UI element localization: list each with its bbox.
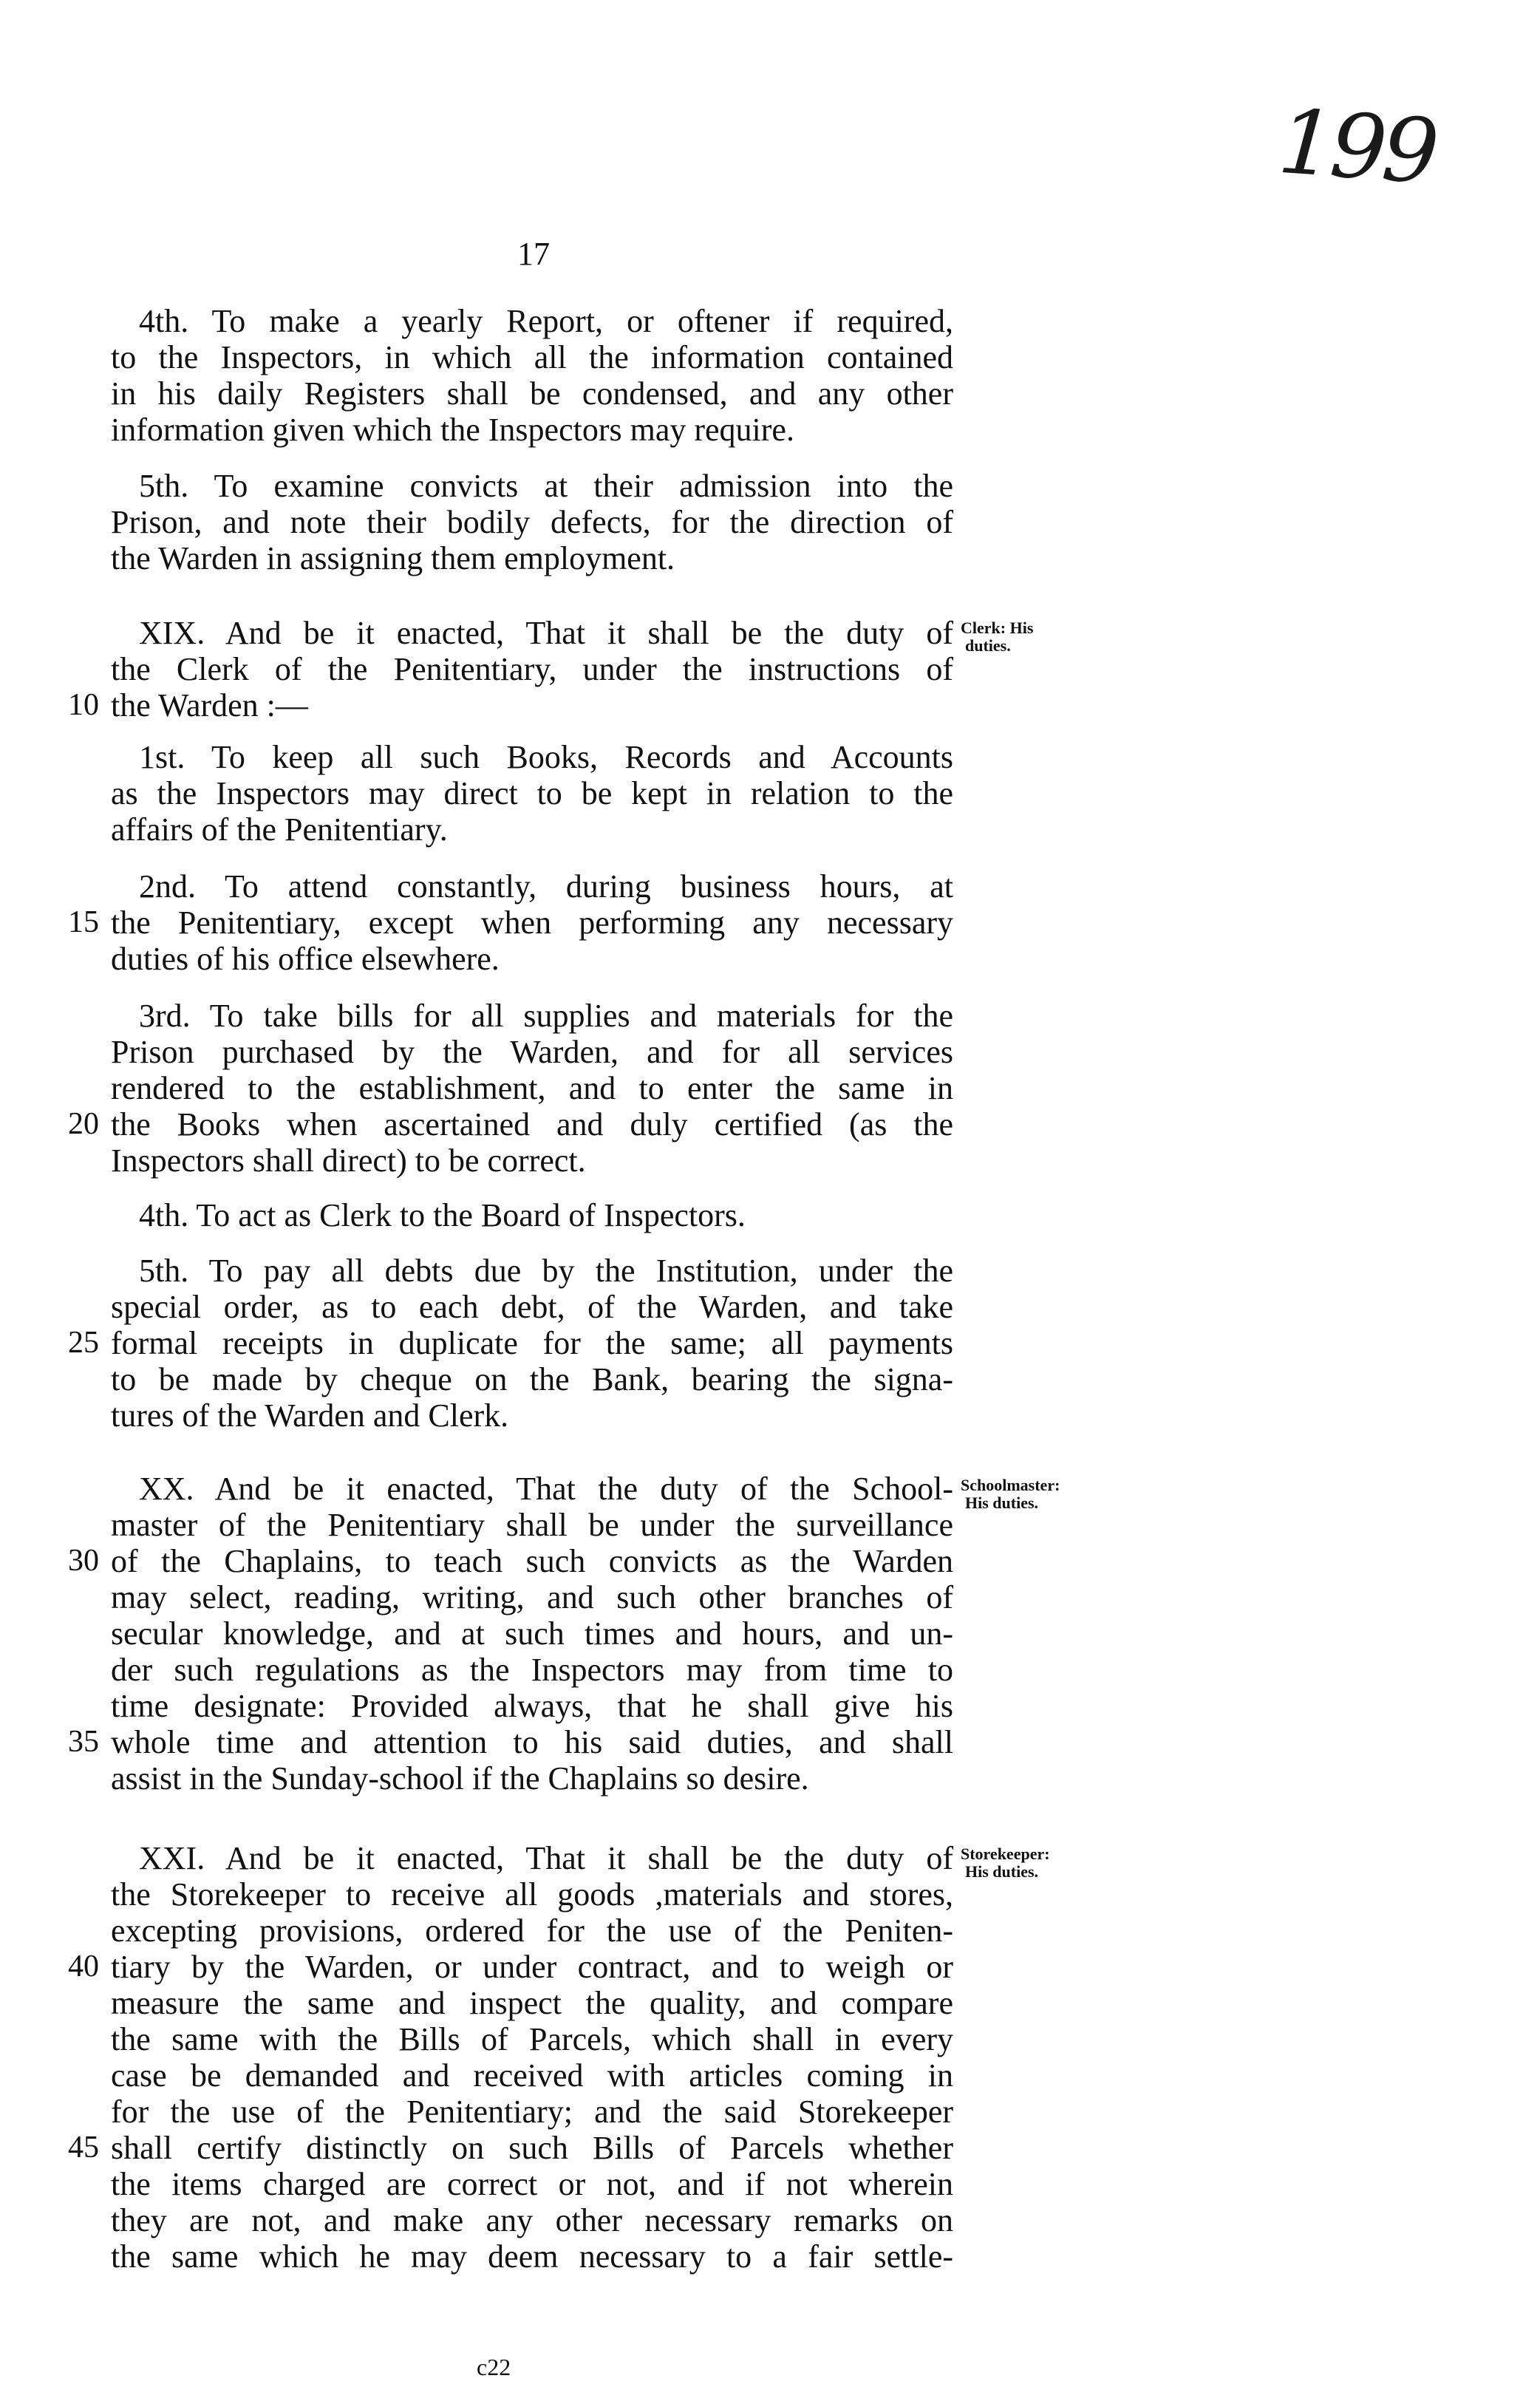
text-line bbox=[68, 1106, 953, 1142]
margin-note-line: His duties. bbox=[965, 1862, 1039, 1881]
text-line bbox=[111, 1760, 953, 1797]
paragraph bbox=[111, 1197, 953, 1233]
text-line bbox=[111, 1913, 953, 1949]
text-line bbox=[111, 2202, 953, 2238]
text-line bbox=[68, 905, 953, 941]
line-text: the Warden in assigning them employment. bbox=[111, 540, 675, 576]
text-line bbox=[111, 811, 953, 848]
margin-note bbox=[961, 1845, 1050, 1881]
line-text: to be made by cheque on the Bank, bearing the signa- bbox=[111, 1361, 953, 1397]
line-text: the Books when ascertained and duly certified (as the bbox=[111, 1106, 953, 1142]
line-text: information given which the Inspectors may require. bbox=[111, 412, 794, 448]
line-text: tiary by the Warden, or under contract, and to weigh or bbox=[111, 1949, 953, 1985]
text-line bbox=[111, 615, 953, 651]
text-line bbox=[111, 540, 953, 576]
line-text: rendered to the establishment, and to enter the same in bbox=[111, 1070, 953, 1106]
line-text: the items charged are correct or not, and if not wherein bbox=[111, 2166, 953, 2202]
line-text: master of the Penitentiary shall be under the surveillance bbox=[111, 1507, 953, 1543]
margin-note-line: His duties. bbox=[965, 1494, 1039, 1512]
margin-note-line: Schoolmaster: bbox=[961, 1476, 1060, 1494]
text-line bbox=[111, 1579, 953, 1615]
line-number: 10 bbox=[68, 688, 99, 722]
line-text: as the Inspectors may direct to be kept in relation to the bbox=[111, 775, 953, 811]
line-text: affairs of the Penitentiary. bbox=[111, 811, 448, 848]
line-text: 2nd. To attend constantly, during business hours, at bbox=[139, 868, 953, 905]
line-text: whole time and attention to his said duties, and shall bbox=[111, 1724, 953, 1760]
text-line bbox=[111, 1840, 953, 1876]
text-line bbox=[68, 2130, 953, 2166]
line-text: XIX. And be it enacted, That it shall be the duty of bbox=[139, 615, 953, 651]
line-text: XX. And be it enacted, That the duty of the School- bbox=[139, 1471, 953, 1507]
text-line bbox=[111, 1397, 953, 1434]
paragraph bbox=[111, 468, 953, 576]
line-number: 15 bbox=[68, 905, 99, 939]
text-line bbox=[111, 1652, 953, 1688]
line-text: the Clerk of the Penitentiary, under the instructions of bbox=[111, 651, 953, 687]
text-line bbox=[111, 504, 953, 540]
margin-note-line: Storekeeper: bbox=[961, 1845, 1050, 1863]
line-text: 4th. To make a yearly Report, or oftener if required, bbox=[139, 303, 953, 339]
line-text: 3rd. To take bills for all supplies and materials for the bbox=[139, 998, 953, 1034]
line-text: 1st. To keep all such Books, Records and Accounts bbox=[139, 739, 953, 775]
text-line bbox=[111, 2166, 953, 2202]
paragraph bbox=[111, 303, 953, 448]
text-line bbox=[68, 687, 953, 723]
paragraph bbox=[68, 998, 953, 1179]
line-text: 5th. To examine convicts at their admission into the bbox=[139, 468, 953, 504]
text-line bbox=[111, 2021, 953, 2057]
page-number: 17 bbox=[517, 236, 550, 272]
margin-note bbox=[961, 1477, 1060, 1512]
line-text: measure the same and inspect the quality, and compare bbox=[111, 1985, 953, 2021]
line-text: der such regulations as the Inspectors may from time to bbox=[111, 1652, 953, 1688]
text-line bbox=[111, 412, 953, 448]
line-text: secular knowledge, and at such times and hours, and un- bbox=[111, 1615, 953, 1652]
text-line bbox=[111, 1688, 953, 1724]
line-text: shall certify distinctly on such Bills of Parcels whether bbox=[111, 2130, 953, 2166]
line-number: 30 bbox=[68, 1544, 99, 1578]
text-line bbox=[111, 1615, 953, 1652]
text-line bbox=[111, 775, 953, 811]
text-line bbox=[111, 1142, 953, 1179]
text-line bbox=[111, 468, 953, 504]
text-line bbox=[111, 1070, 953, 1106]
folio-number: 199 bbox=[1275, 90, 1438, 205]
line-number: 45 bbox=[68, 2131, 99, 2165]
text-line bbox=[111, 651, 953, 687]
line-text: assist in the Sunday-school if the Chaplains so desire. bbox=[111, 1760, 809, 1797]
text-line bbox=[111, 1471, 953, 1507]
line-text: Prison purchased by the Warden, and for all services bbox=[111, 1034, 953, 1070]
line-text: 5th. To pay all debts due by the Institution, under the bbox=[139, 1253, 953, 1289]
line-text: case be demanded and received with articles coming in bbox=[111, 2057, 953, 2094]
text-line bbox=[111, 1253, 953, 1289]
line-text: special order, as to each debt, of the Warden, and take bbox=[111, 1289, 953, 1325]
line-text: the Warden :— bbox=[111, 687, 308, 723]
text-line bbox=[111, 1289, 953, 1325]
line-text: 4th. To act as Clerk to the Board of Inspectors. bbox=[139, 1197, 746, 1233]
paragraph bbox=[68, 1840, 953, 2275]
line-text: the same which he may deem necessary to a fair settle- bbox=[111, 2238, 953, 2275]
line-number: 35 bbox=[68, 1725, 99, 1759]
text-line bbox=[111, 1985, 953, 2021]
paragraph bbox=[68, 1253, 953, 1434]
text-line bbox=[111, 868, 953, 905]
line-text: Prison, and note their bodily defects, for the direction of bbox=[111, 504, 953, 540]
text-line bbox=[111, 1361, 953, 1397]
line-text: to the Inspectors, in which all the information contained bbox=[111, 339, 953, 375]
line-text: tures of the Warden and Clerk. bbox=[111, 1397, 509, 1434]
line-text: time designate: Provided always, that he shall give his bbox=[111, 1688, 953, 1724]
text-line bbox=[111, 303, 953, 339]
signature-mark: c22 bbox=[477, 2354, 511, 2380]
line-text: they are not, and make any other necessary remarks on bbox=[111, 2202, 953, 2238]
line-text: of the Chaplains, to teach such convicts as the Warden bbox=[111, 1543, 953, 1579]
line-text: the same with the Bills of Parcels, which shall in every bbox=[111, 2021, 953, 2057]
text-line bbox=[111, 2094, 953, 2130]
line-text: the Storekeeper to receive all goods ,materials and stores, bbox=[111, 1876, 953, 1913]
margin-note bbox=[961, 619, 1033, 655]
text-line bbox=[111, 1876, 953, 1913]
line-text: XXI. And be it enacted, That it shall be the duty of bbox=[139, 1840, 953, 1876]
line-text: formal receipts in duplicate for the same; all payments bbox=[111, 1325, 953, 1361]
line-text: Inspectors shall direct) to be correct. bbox=[111, 1142, 586, 1179]
paragraph bbox=[68, 868, 953, 977]
text-line bbox=[111, 941, 953, 977]
line-text: excepting provisions, ordered for the use of the Peniten- bbox=[111, 1913, 953, 1949]
line-text: may select, reading, writing, and such other branches of bbox=[111, 1579, 953, 1615]
text-line bbox=[111, 2238, 953, 2275]
text-line bbox=[68, 1325, 953, 1361]
line-text: the Penitentiary, except when performing any necessary bbox=[111, 905, 953, 941]
paragraph bbox=[68, 1471, 953, 1797]
line-number: 40 bbox=[68, 1949, 99, 1983]
text-line bbox=[111, 739, 953, 775]
text-line bbox=[111, 998, 953, 1034]
text-line bbox=[68, 1724, 953, 1760]
text-line bbox=[111, 1197, 953, 1233]
paragraph bbox=[68, 615, 953, 723]
text-line bbox=[111, 1034, 953, 1070]
text-line bbox=[111, 1507, 953, 1543]
paragraph bbox=[111, 739, 953, 848]
line-text: duties of his office elsewhere. bbox=[111, 941, 500, 977]
line-number: 25 bbox=[68, 1326, 99, 1360]
line-number: 20 bbox=[68, 1107, 99, 1141]
line-text: for the use of the Penitentiary; and the said Storekeeper bbox=[111, 2094, 953, 2130]
text-line bbox=[68, 1543, 953, 1579]
text-line bbox=[111, 339, 953, 375]
text-line bbox=[68, 1949, 953, 1985]
margin-note-line: Clerk: His bbox=[961, 619, 1034, 637]
text-line bbox=[111, 2057, 953, 2094]
margin-note-line: duties. bbox=[965, 636, 1011, 655]
line-text: in his daily Registers shall be condensed, and any other bbox=[111, 375, 953, 412]
text-line bbox=[111, 375, 953, 412]
